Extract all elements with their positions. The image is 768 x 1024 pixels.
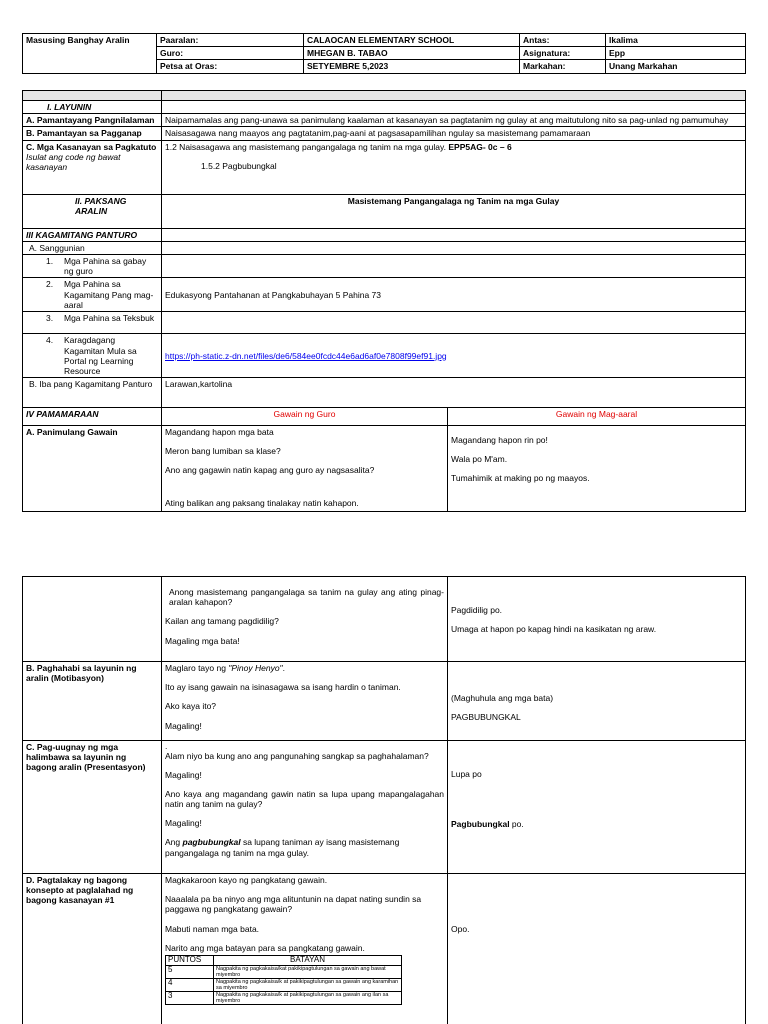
motibasyon-magaaral-cell — [448, 662, 746, 741]
header-band-left — [23, 91, 162, 101]
layunin-heading: I. LAYUNIN — [23, 101, 162, 114]
guro-line: Ating balikan ang paksang tinalakay natin kahapon. — [165, 497, 359, 508]
panimulang-gawain-label: A. Panimulang Gawain — [23, 426, 162, 512]
rubric-description: Nagpakita ng pagkakaisa/k at pakikipagtulungan sa gawain ang karamihan sa miyembro — [214, 978, 402, 991]
pagtalakay-guro-cell — [162, 874, 448, 1024]
motibasyon-guro-cell — [162, 662, 448, 741]
kasanayan-text-cell — [162, 140, 746, 194]
panimulang-guro-cell — [162, 426, 448, 512]
quarter-label: Markahan: — [520, 60, 606, 73]
item-1-value — [162, 254, 746, 277]
pagbubungkal-term: pagbubungkal — [182, 837, 241, 848]
pagbubungkal-answer: Pagbubungkal — [451, 819, 510, 830]
guro-line: Magandang hapon mga bata — [165, 427, 274, 438]
quarter-value: Unang Markahan — [606, 60, 746, 73]
guro-line — [165, 837, 444, 857]
plan-title: Masusing Banghay Aralin — [23, 34, 157, 74]
magaaral-line: Magandang hapon rin po! — [451, 435, 548, 446]
magaaral-line — [451, 819, 742, 829]
guro-line: Ako kaya ito? — [165, 701, 217, 712]
guro-line: Ito ay isang gawain na isinasagawa sa isang hardin o taniman. — [165, 682, 401, 693]
rubric-points: 5 — [166, 965, 214, 978]
pagbubungkal-answer-post: po. — [509, 819, 524, 830]
guro-line: Kailan ang tamang pagdidilig? — [165, 616, 279, 627]
item-3-value — [162, 312, 746, 334]
guro-line: Magaling! — [165, 720, 202, 731]
guro-line: Naaalala pa ba ninyo ang mga alituntunin na dapat nating sundin sa paggawa ng pangkatang gawain? — [165, 894, 422, 915]
kagamitan-heading: III KAGAMITANG PANTURO — [23, 228, 162, 241]
pinoy-henyo-post: . — [282, 663, 285, 673]
kagamitan-item-3 — [23, 312, 162, 334]
header-band-right — [162, 91, 746, 101]
guro-line: Narito ang mga batayan para sa pangkatang gawain. — [165, 942, 365, 953]
item-1-label: Mga Pahina sa gabay ng guro — [64, 255, 147, 277]
pamantayang-pangnilalaman-text: Naipamamalas ang pang-unawa sa panimulang kaalaman at kasanayan sa pagtatanim ng gulay at ang maitutulong nito sa pag-unlad ng pamumuhay — [162, 114, 746, 127]
rubric-puntos-header: PUNTOS — [166, 955, 214, 965]
learning-resource-link[interactable]: https://ph-static.z-dn.net/files/de6/584ee0fcdc44e6ad6af0e7808f99ef91.jpg — [165, 350, 447, 361]
pinoy-henyo-title: "Pinoy Henyo" — [228, 663, 283, 673]
panimulang-magaaral-cell — [448, 426, 746, 512]
lesson-table-page2 — [22, 576, 746, 1024]
presentasyon-guro-cell — [162, 741, 448, 874]
guro-line: Mabuti naman mga bata. — [165, 923, 260, 934]
rubric-points: 4 — [166, 978, 214, 991]
grade-value: Ikalima — [606, 34, 746, 47]
pagtalakay-label: D. Pagtalakay ng bagong konsepto at paglalahad ng bagong kasanayan #1 — [23, 874, 162, 1024]
guro-line: Magaling! — [165, 818, 202, 829]
paksa-heading: II. PAKSANG ARALIN — [23, 194, 162, 228]
subject-value: Epp — [606, 47, 746, 60]
paksa-text: Masistemang Pangangalaga ng Tanim na mga Gulay — [162, 194, 746, 228]
kagamitan-item-4 — [23, 334, 162, 378]
teacher-label: Guro: — [157, 47, 304, 60]
kasanayan-text: 1.2 Naisasagawa ang masistemang pangangalaga ng tanim na mga gulay. — [165, 141, 446, 152]
magaaral-line: Pagdidilig po. — [451, 605, 503, 615]
balik-aral-magaaral-cell — [448, 577, 746, 662]
pinoy-henyo-pre: Maglaro tayo ng — [165, 663, 229, 673]
balik-aral-guro-cell — [162, 577, 448, 662]
kasanayan-code: EPP5AG- 0c – 6 — [448, 141, 512, 152]
dot-marker: . — [165, 741, 168, 751]
item-2-label: Mga Pahina sa Kagamitang Pang mag-aaral — [64, 279, 154, 310]
motibasyon-label: B. Paghahabi sa layunin ng aralin (Motibasyon) — [23, 662, 162, 741]
kasanayan-sub: 1.5.2 Pagbubungkal — [201, 160, 277, 171]
guro-line: Magaling mga bata! — [165, 635, 240, 646]
date-value: SETYEMBRE 5,2023 — [304, 60, 520, 73]
pagbubungkal-pre: Ang — [165, 837, 183, 848]
pamantayan-pagganap-label: B. Pamantayan sa Pagganap — [23, 127, 162, 140]
item-4-label: Karagdagang Kagamitan Mula sa Portal ng Learning Resource — [64, 335, 137, 376]
kasanayan-note: Isulat ang code ng bawat kasanayan — [26, 151, 121, 172]
pamantayang-pangnilalaman-label: A. Pamantayang Pangnilalaman — [23, 114, 162, 127]
guro-line: Magkakaroon kayo ng pangkatang gawain. — [165, 875, 328, 885]
page2-empty-label — [23, 577, 162, 662]
magaaral-line: PAGBUBUNGKAL — [451, 712, 521, 723]
pagbubungkal-post: sa lupang taniman ay isang masistemang pangangalaga ng tanim na mga gulay. — [165, 837, 400, 858]
guro-line: Ano ang gagawin natin kapag ang guro ay nagsasalita? — [165, 465, 375, 476]
magaaral-line: Lupa po — [451, 769, 482, 779]
presentasyon-label: C. Pag-uugnay ng mga halimbawa sa layunin ng bagong aralin (Presentasyon) — [23, 741, 162, 874]
rubric-description: Nagpakita ng pagkakaisa/k at pakikipagtulungan sa gawain ang ilan sa miyembro — [214, 991, 402, 1004]
magaaral-line: Wala po M'am. — [451, 454, 508, 465]
item-1-num: 1. — [46, 255, 54, 266]
kasanayan-label: C. Mga Kasanayan sa Pagkatuto — [26, 141, 157, 152]
guro-line: Anong masistemang pangangalaga sa tanim na gulay ang ating pinag-aralan kahapon? — [169, 587, 444, 608]
gawain-guro-header: Gawain ng Guro — [162, 408, 448, 426]
pagtalakay-magaaral-cell — [448, 874, 746, 1024]
presentasyon-magaaral-cell — [448, 741, 746, 874]
layunin-empty — [162, 101, 746, 114]
teacher-value: MHEGAN B. TABAO — [304, 47, 520, 60]
magaaral-line: (Maghuhula ang mga bata) — [451, 693, 554, 703]
grade-label: Antas: — [520, 34, 606, 47]
item-2-value: Edukasyong Pantahanan at Pangkabuhayan 5 Pahina 73 — [162, 278, 746, 312]
rubric-description: Nagpakita ng pagkakaisa/kat pakikipagtulungan sa gawain ang bawat miyembro — [214, 965, 402, 978]
iba-pang-kagamitan-value: Larawan,kartolina — [162, 378, 746, 408]
kagamitan-empty — [162, 228, 746, 241]
learning-resource-cell — [162, 334, 746, 378]
rubric-batayan-header: BATAYAN — [214, 955, 402, 965]
guro-line: Ano kaya ang magandang gawin natin sa lupa upang mapangalagahan natin ang tanim na gulay? — [165, 788, 444, 810]
item-3-label: Mga Pahina sa Teksbuk — [64, 313, 155, 324]
iba-pang-kagamitan-label: B. Iba pang Kagamitang Panturo — [23, 378, 162, 408]
guro-line: Alam niyo ba kung ano ang pangunahing sangkap sa paghahalaman? — [165, 750, 429, 761]
kagamitan-item-1 — [23, 254, 162, 277]
pamamaraan-heading: IV PAMAMARAAN — [23, 408, 162, 426]
sanggunian-label: A. Sanggunian — [23, 241, 162, 254]
subject-label: Asignatura: — [520, 47, 606, 60]
guro-line: Meron bang lumiban sa klase? — [165, 446, 281, 457]
header-table — [22, 33, 746, 74]
magaaral-line: Umaga at hapon po kapag hindi na kasikatan ng araw. — [451, 624, 657, 635]
item-4-num: 4. — [46, 335, 54, 346]
school-label: Paaralan: — [157, 34, 304, 47]
sanggunian-empty — [162, 241, 746, 254]
kasanayan-cell — [23, 140, 162, 194]
school-value: CALAOCAN ELEMENTARY SCHOOL — [304, 34, 520, 47]
lesson-table-page1 — [22, 90, 746, 512]
rubric-points: 3 — [166, 991, 214, 1004]
magaaral-line: Tumahimik at making po ng maayos. — [451, 473, 590, 484]
guro-line — [165, 663, 444, 673]
gawain-magaaral-header: Gawain ng Mag-aaral — [448, 408, 746, 426]
rubric-table — [165, 955, 402, 1005]
item-2-num: 2. — [46, 279, 54, 290]
date-label: Petsa at Oras: — [157, 60, 304, 73]
magaaral-line: Opo. — [451, 924, 470, 934]
kagamitan-item-2 — [23, 278, 162, 312]
pamantayan-pagganap-text: Naisasagawa nang maayos ang pagtatanim,pag-aani at pagsasapamilihan ngulay sa masistemang pamamaraan — [162, 127, 746, 140]
item-3-num: 3. — [46, 313, 54, 324]
guro-line: Magaling! — [165, 769, 202, 780]
